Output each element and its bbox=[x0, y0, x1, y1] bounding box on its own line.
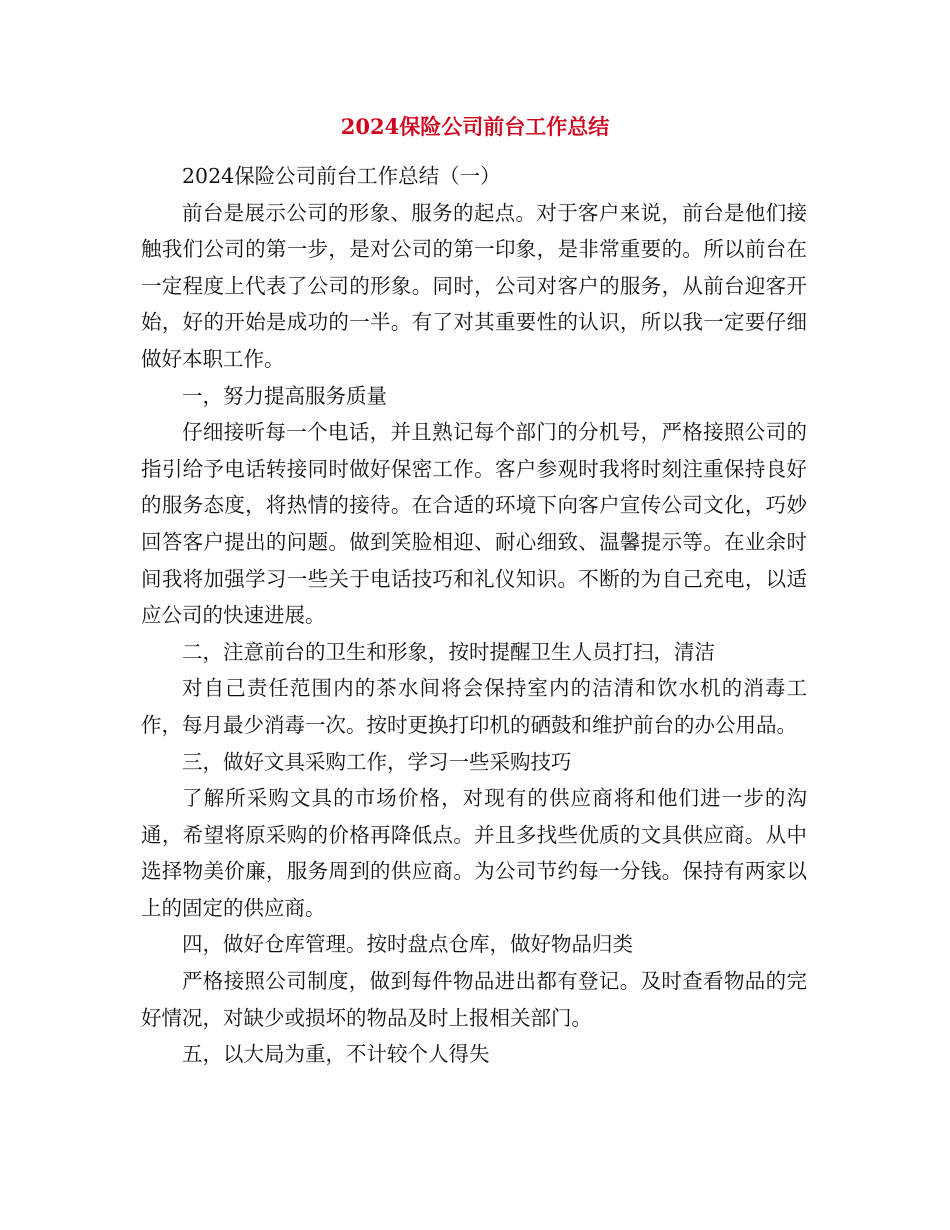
section-heading-3: 三，做好文具采购工作，学习一些采购技巧 bbox=[182, 749, 572, 774]
paragraph-subtitle: 2024保险公司前台工作总结（一） bbox=[182, 164, 501, 188]
paragraph-section-3: 了解所采购文具的市场价格，对现有的供应商将和他们进一步的沟通，希望将原采购的价格再降低点。并且多找些优质的文具供应商。从中选择物美价廉，服务周到的供应商。为公司节约每一分钱。保持有两家以上的固定的供应商。 bbox=[141, 786, 807, 920]
paragraph-section-2: 对自己责任范围内的茶水间将会保持室内的洁清和饮水机的消毒工作，每月最少消毒一次。按时更换打印机的硒鼓和维护前台的办公用品。 bbox=[141, 676, 807, 737]
document-title: 2024保险公司前台工作总结 bbox=[340, 114, 610, 139]
document-body bbox=[141, 158, 807, 1073]
paragraph-intro: 前台是展示公司的形象、服务的起点。对于客户来说，前台是他们接触我们公司的第一步，是对公司的第一印象，是非常重要的。所以前台在一定程度上代表了公司的形象。同时，公司对客户的服务，从前台迎客开始，好的开始是成功的一半。有了对其重要性的认识，所以我一定要仔细做好本职工作。 bbox=[141, 200, 807, 371]
section-heading-5: 五，以大局为重，不计较个人得失 bbox=[182, 1042, 490, 1067]
section-heading-4: 四，做好仓库管理。按时盘点仓库，做好物品归类 bbox=[182, 932, 633, 957]
section-heading-1: 一，努力提高服务质量 bbox=[182, 383, 387, 408]
paragraph-section-1: 仔细接听每一个电话，并且熟记每个部门的分机号，严格接照公司的指引给予电话转接同时做好保密工作。客户参观时我将时刻注重保持良好的服务态度，将热情的接待。在合适的环境下向客户宣传公司文化，巧妙回答客户提出的问题。做到笑脸相迎、耐心细致、温馨提示等。在业余时间我将加强学习一些关于电话技巧和礼仪知识。不断的为自己充电，以适应公司的快速进展。 bbox=[141, 420, 807, 628]
section-heading-2: 二，注意前台的卫生和形象，按时提醒卫生人员打扫，清洁 bbox=[182, 639, 715, 664]
paragraph-section-4: 严格接照公司制度，做到每件物品进出都有登记。及时查看物品的完好情况，对缺少或损坏的物品及时上报相关部门。 bbox=[141, 969, 807, 1030]
